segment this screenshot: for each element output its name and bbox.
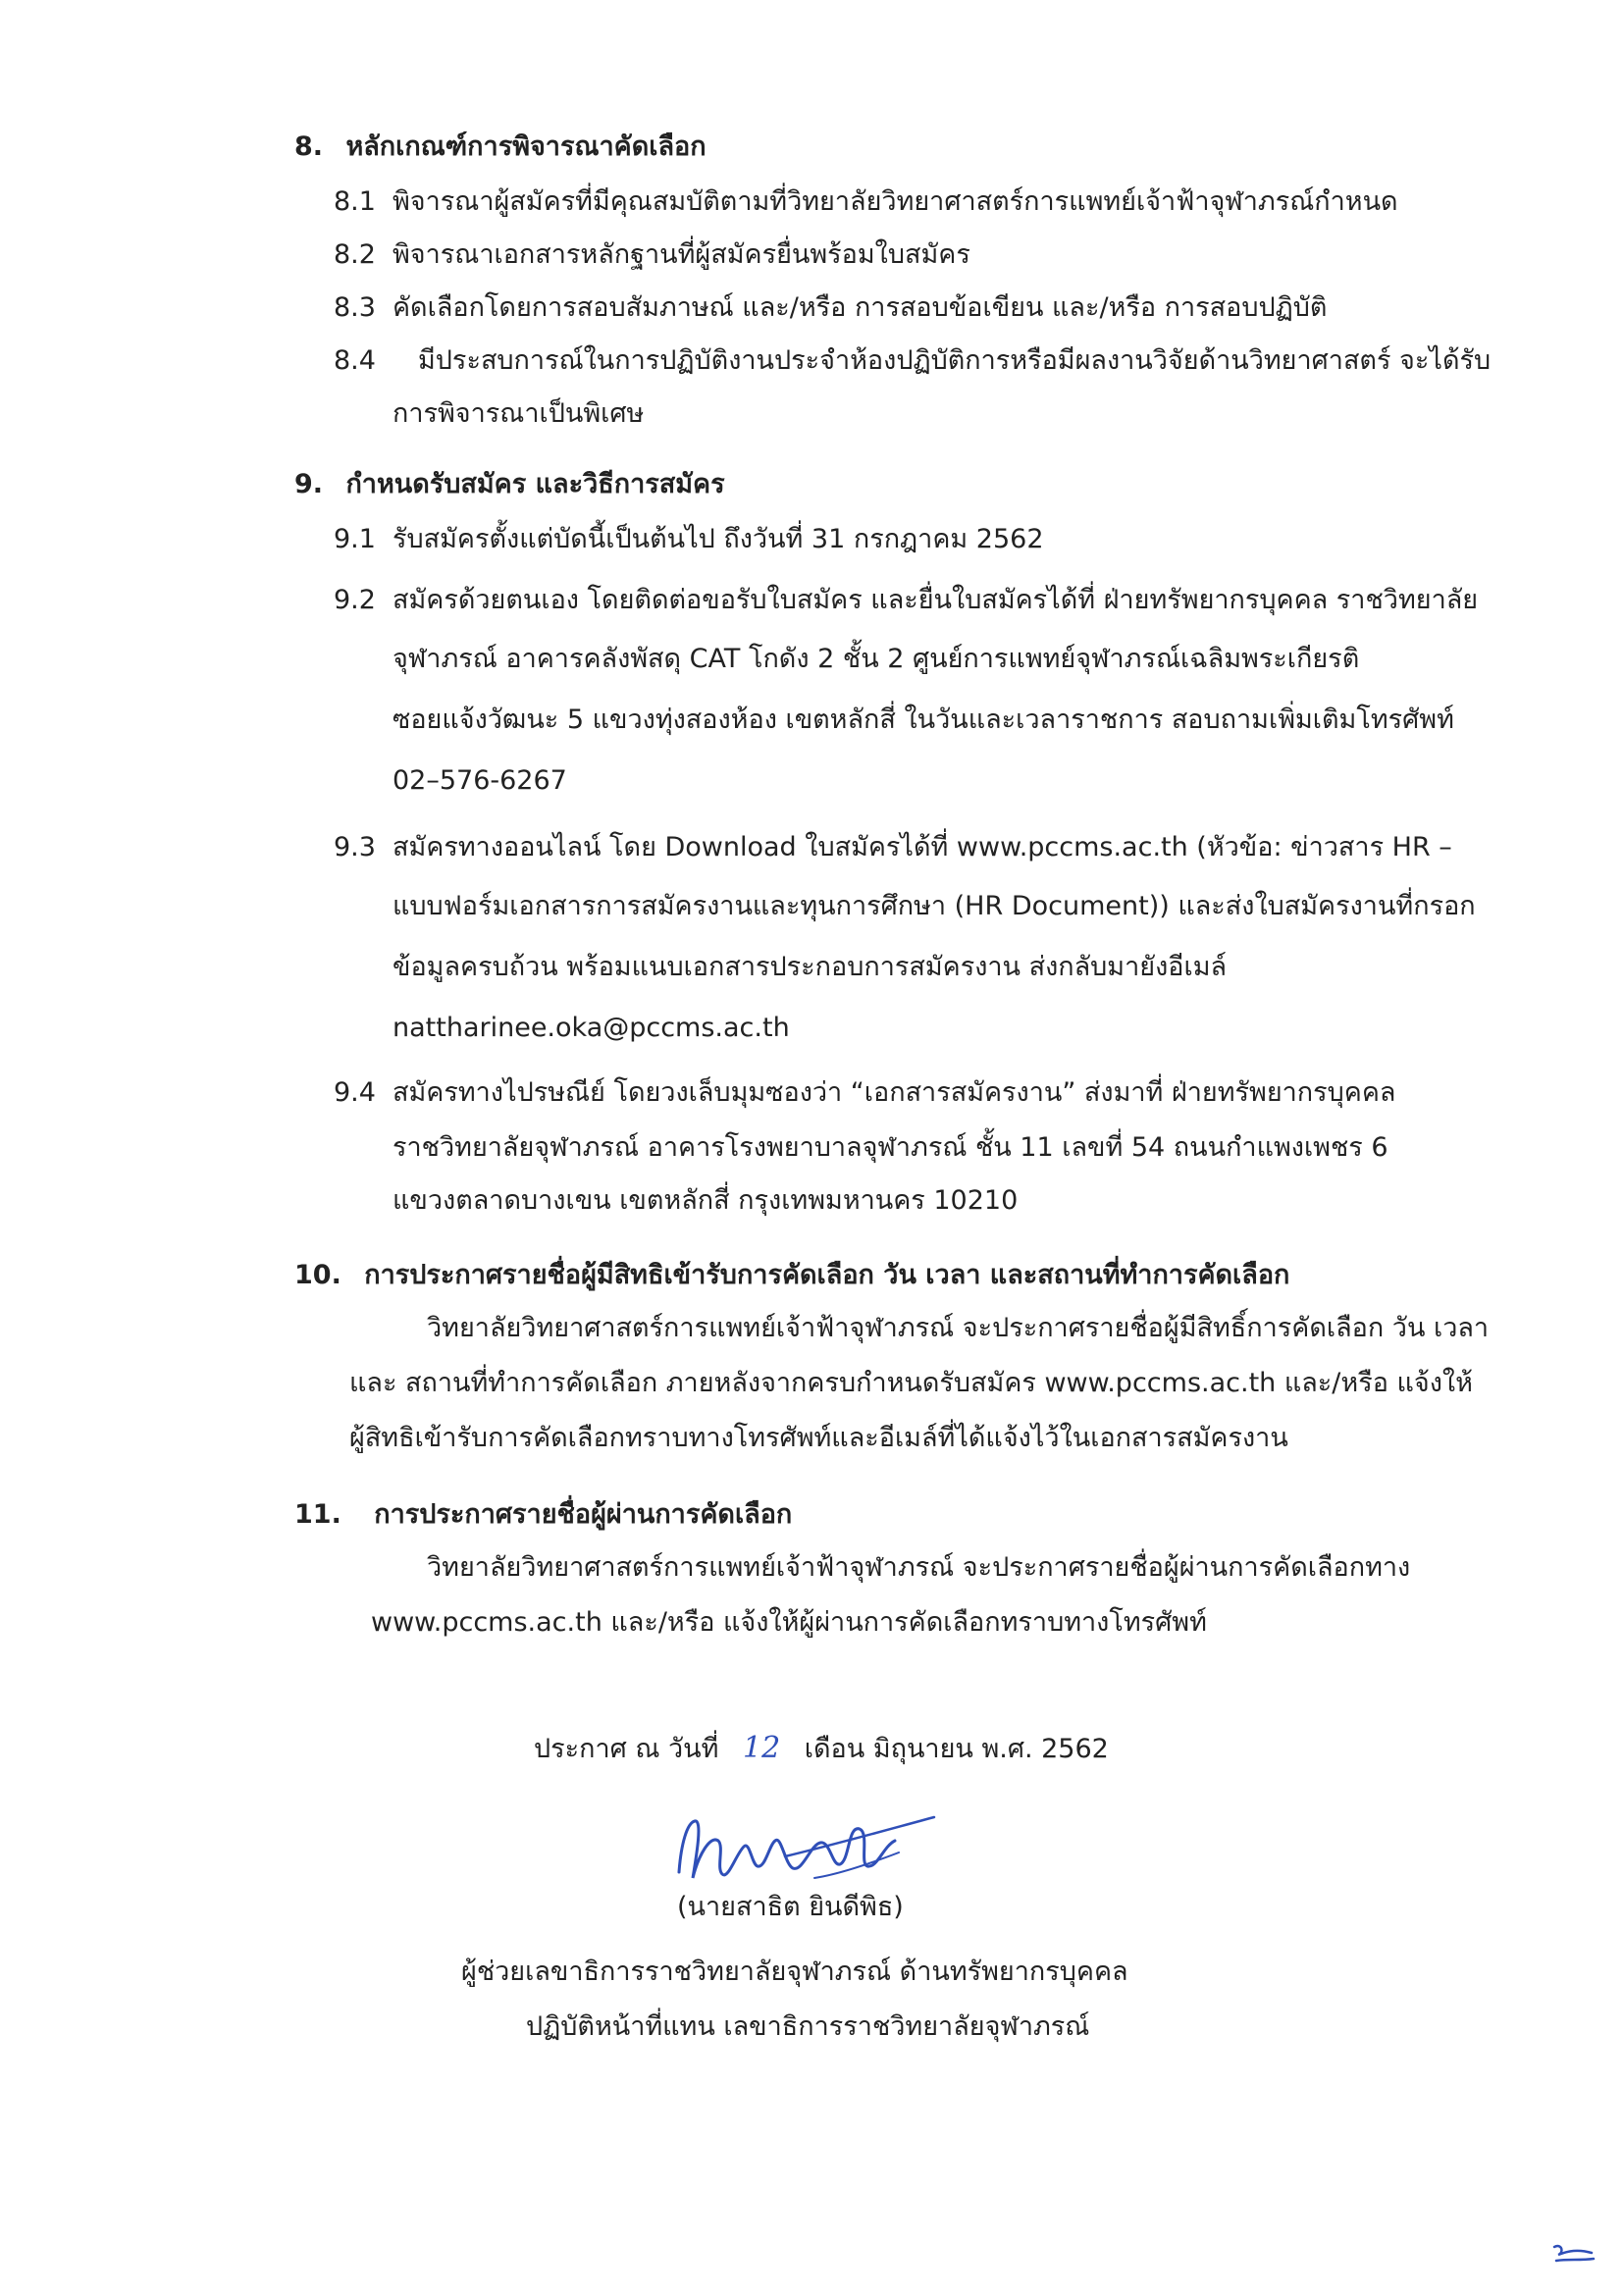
item-number: 9.1 — [334, 524, 376, 554]
item-9-2-line-2: จุฬาภรณ์ อาคารคลังพัสดุ CAT โกดัง 2 ชั้น 2 ศูนย์การแพทย์จุฬาภรณ์เฉลิมพระเกียรติ — [393, 644, 1360, 674]
signatory-name: (นายสาธิต ยินดีพิธ) — [677, 1892, 904, 1922]
item-text: สมัครทางออนไลน์ โดย Download ใบสมัครได้ที่ www.pccms.ac.th (หัวข้อ: ข่าวสาร HR – — [393, 832, 1452, 862]
section-10-heading — [294, 1256, 1289, 1295]
section-8-title: หลักเกณฑ์การพิจารณาคัดเลือก — [345, 131, 707, 162]
item-text: สมัครทางไปรษณีย์ โดยวงเล็บมุมซองว่า “เอกสารสมัครงาน” ส่งมาที่ ฝ่ายทรัพยากรบุคคล — [393, 1077, 1396, 1108]
section-11-title: การประกาศรายชื่อผู้ผ่านการคัดเลือก — [374, 1499, 793, 1530]
item-8-3 — [334, 288, 1328, 328]
item-8-1 — [334, 183, 1398, 222]
item-text: พิจารณาเอกสารหลักฐานที่ผู้สมัครยื่นพร้อมใบสมัคร — [393, 239, 970, 270]
section-10-title: การประกาศรายชื่อผู้มีสิทธิเข้ารับการคัดเลือก วัน เวลา และสถานที่ทำการคัดเลือก — [364, 1260, 1290, 1290]
announcement-prefix: ประกาศ ณ วันที่ — [534, 1734, 719, 1764]
item-9-3-email: nattharinee.oka@pccms.ac.th — [393, 1013, 790, 1043]
item-9-4 — [334, 1073, 1396, 1113]
item-number: 9.3 — [334, 832, 376, 862]
item-number: 8.4 — [334, 345, 376, 376]
item-8-4 — [334, 341, 1492, 381]
section-10-number: 10. — [294, 1260, 341, 1290]
announcement-date — [534, 1729, 1109, 1769]
section-8-heading — [294, 128, 707, 167]
signatory-position-2: ปฏิบัติหน้าที่แทน เลขาธิการราชวิทยาลัยจุฬาภรณ์ — [526, 2011, 1090, 2042]
section-10-line-3: ผู้สิทธิเข้ารับการคัดเลือกทราบทางโทรศัพท์และอีเมล์ที่ได้แจ้งไว้ในเอกสารสมัครงาน — [349, 1423, 1288, 1453]
section-10-line-2: และ สถานที่ทำการคัดเลือก ภายหลังจากครบกำหนดรับสมัคร www.pccms.ac.th และ/หรือ แจ้งให้ — [349, 1368, 1473, 1398]
item-number: 8.2 — [334, 239, 376, 270]
item-9-4-line-3: แขวงตลาดบางเขน เขตหลักสี่ กรุงเทพมหานคร 10210 — [393, 1185, 1019, 1216]
section-9-number: 9. — [294, 469, 324, 499]
item-text: มีประสบการณ์ในการปฏิบัติงานประจำห้องปฏิบัติการหรือมีผลงานวิจัยด้านวิทยาศาสตร์ จะได้รับ — [418, 345, 1492, 376]
item-text: พิจารณาผู้สมัครที่มีคุณสมบัติตามที่วิทยาลัยวิทยาศาสตร์การแพทย์เจ้าฟ้าจุฬาภรณ์กำหนด — [393, 186, 1398, 217]
section-11-number: 11. — [294, 1499, 341, 1530]
announcement-suffix: เดือน มิถุนายน พ.ศ. 2562 — [804, 1734, 1109, 1764]
item-9-2-line-4: 02–576-6267 — [393, 765, 567, 796]
item-number: 9.2 — [334, 585, 376, 615]
section-10-line-1: วิทยาลัยวิทยาศาสตร์การแพทย์เจ้าฟ้าจุฬาภรณ์ จะประกาศรายชื่อผู้มีสิทธิ์การคัดเลือก วัน เวลา — [427, 1313, 1490, 1343]
item-9-1 — [334, 520, 1044, 559]
section-9-title: กำหนดรับสมัคร และวิธีการสมัคร — [345, 469, 725, 499]
item-9-4-line-2: ราชวิทยาลัยจุฬาภรณ์ อาคารโรงพยาบาลจุฬาภรณ์ ชั้น 11 เลขที่ 54 ถนนกำแพงเพชร 6 — [393, 1132, 1388, 1163]
item-number: 8.3 — [334, 292, 376, 323]
announcement-day: 12 — [743, 1731, 781, 1765]
item-8-2 — [334, 235, 970, 275]
item-text: รับสมัครตั้งแต่บัดนี้เป็นต้นไป ถึงวันที่ 31 กรกฎาคม 2562 — [393, 524, 1044, 554]
initials-mark — [1548, 2239, 1597, 2269]
item-9-3-line-3: ข้อมูลครบถ้วน พร้อมแนบเอกสารประกอบการสมัครงาน ส่งกลับมายังอีเมล์ — [393, 952, 1228, 982]
signatory-position-1: ผู้ช่วยเลขาธิการราชวิทยาลัยจุฬาภรณ์ ด้านทรัพยากรบุคคล — [461, 1957, 1128, 1987]
section-11-line-2: www.pccms.ac.th และ/หรือ แจ้งให้ผู้ผ่านการคัดเลือกทราบทางโทรศัพท์ — [371, 1607, 1207, 1638]
item-number: 9.4 — [334, 1077, 376, 1108]
section-8-number: 8. — [294, 131, 324, 162]
item-text: สมัครด้วยตนเอง โดยติดต่อขอรับใบสมัคร และยื่นใบสมัครได้ที่ ฝ่ายทรัพยากรบุคคล ราชวิทยาลัย — [393, 585, 1479, 615]
item-8-4-continued: การพิจารณาเป็นพิเศษ — [393, 398, 645, 429]
section-11-line-1: วิทยาลัยวิทยาศาสตร์การแพทย์เจ้าฟ้าจุฬาภรณ์ จะประกาศรายชื่อผู้ผ่านการคัดเลือกทาง — [427, 1552, 1411, 1583]
section-11-heading — [294, 1495, 792, 1535]
item-9-3 — [334, 828, 1452, 867]
item-9-3-line-2: แบบฟอร์มเอกสารการสมัครงานและทุนการศึกษา (HR Document)) และส่งใบสมัครงานที่กรอก — [393, 891, 1476, 921]
item-9-2 — [334, 581, 1479, 620]
item-9-2-line-3: ซอยแจ้งวัฒนะ 5 แขวงทุ่งสองห้อง เขตหลักสี่ ในวันและเวลาราชการ สอบถามเพิ่มเติมโทรศัพท์ — [393, 704, 1454, 735]
item-number: 8.1 — [334, 186, 376, 217]
item-text: คัดเลือกโดยการสอบสัมภาษณ์ และ/หรือ การสอบข้อเขียน และ/หรือ การสอบปฏิบัติ — [393, 292, 1328, 323]
section-9-heading — [294, 465, 725, 504]
